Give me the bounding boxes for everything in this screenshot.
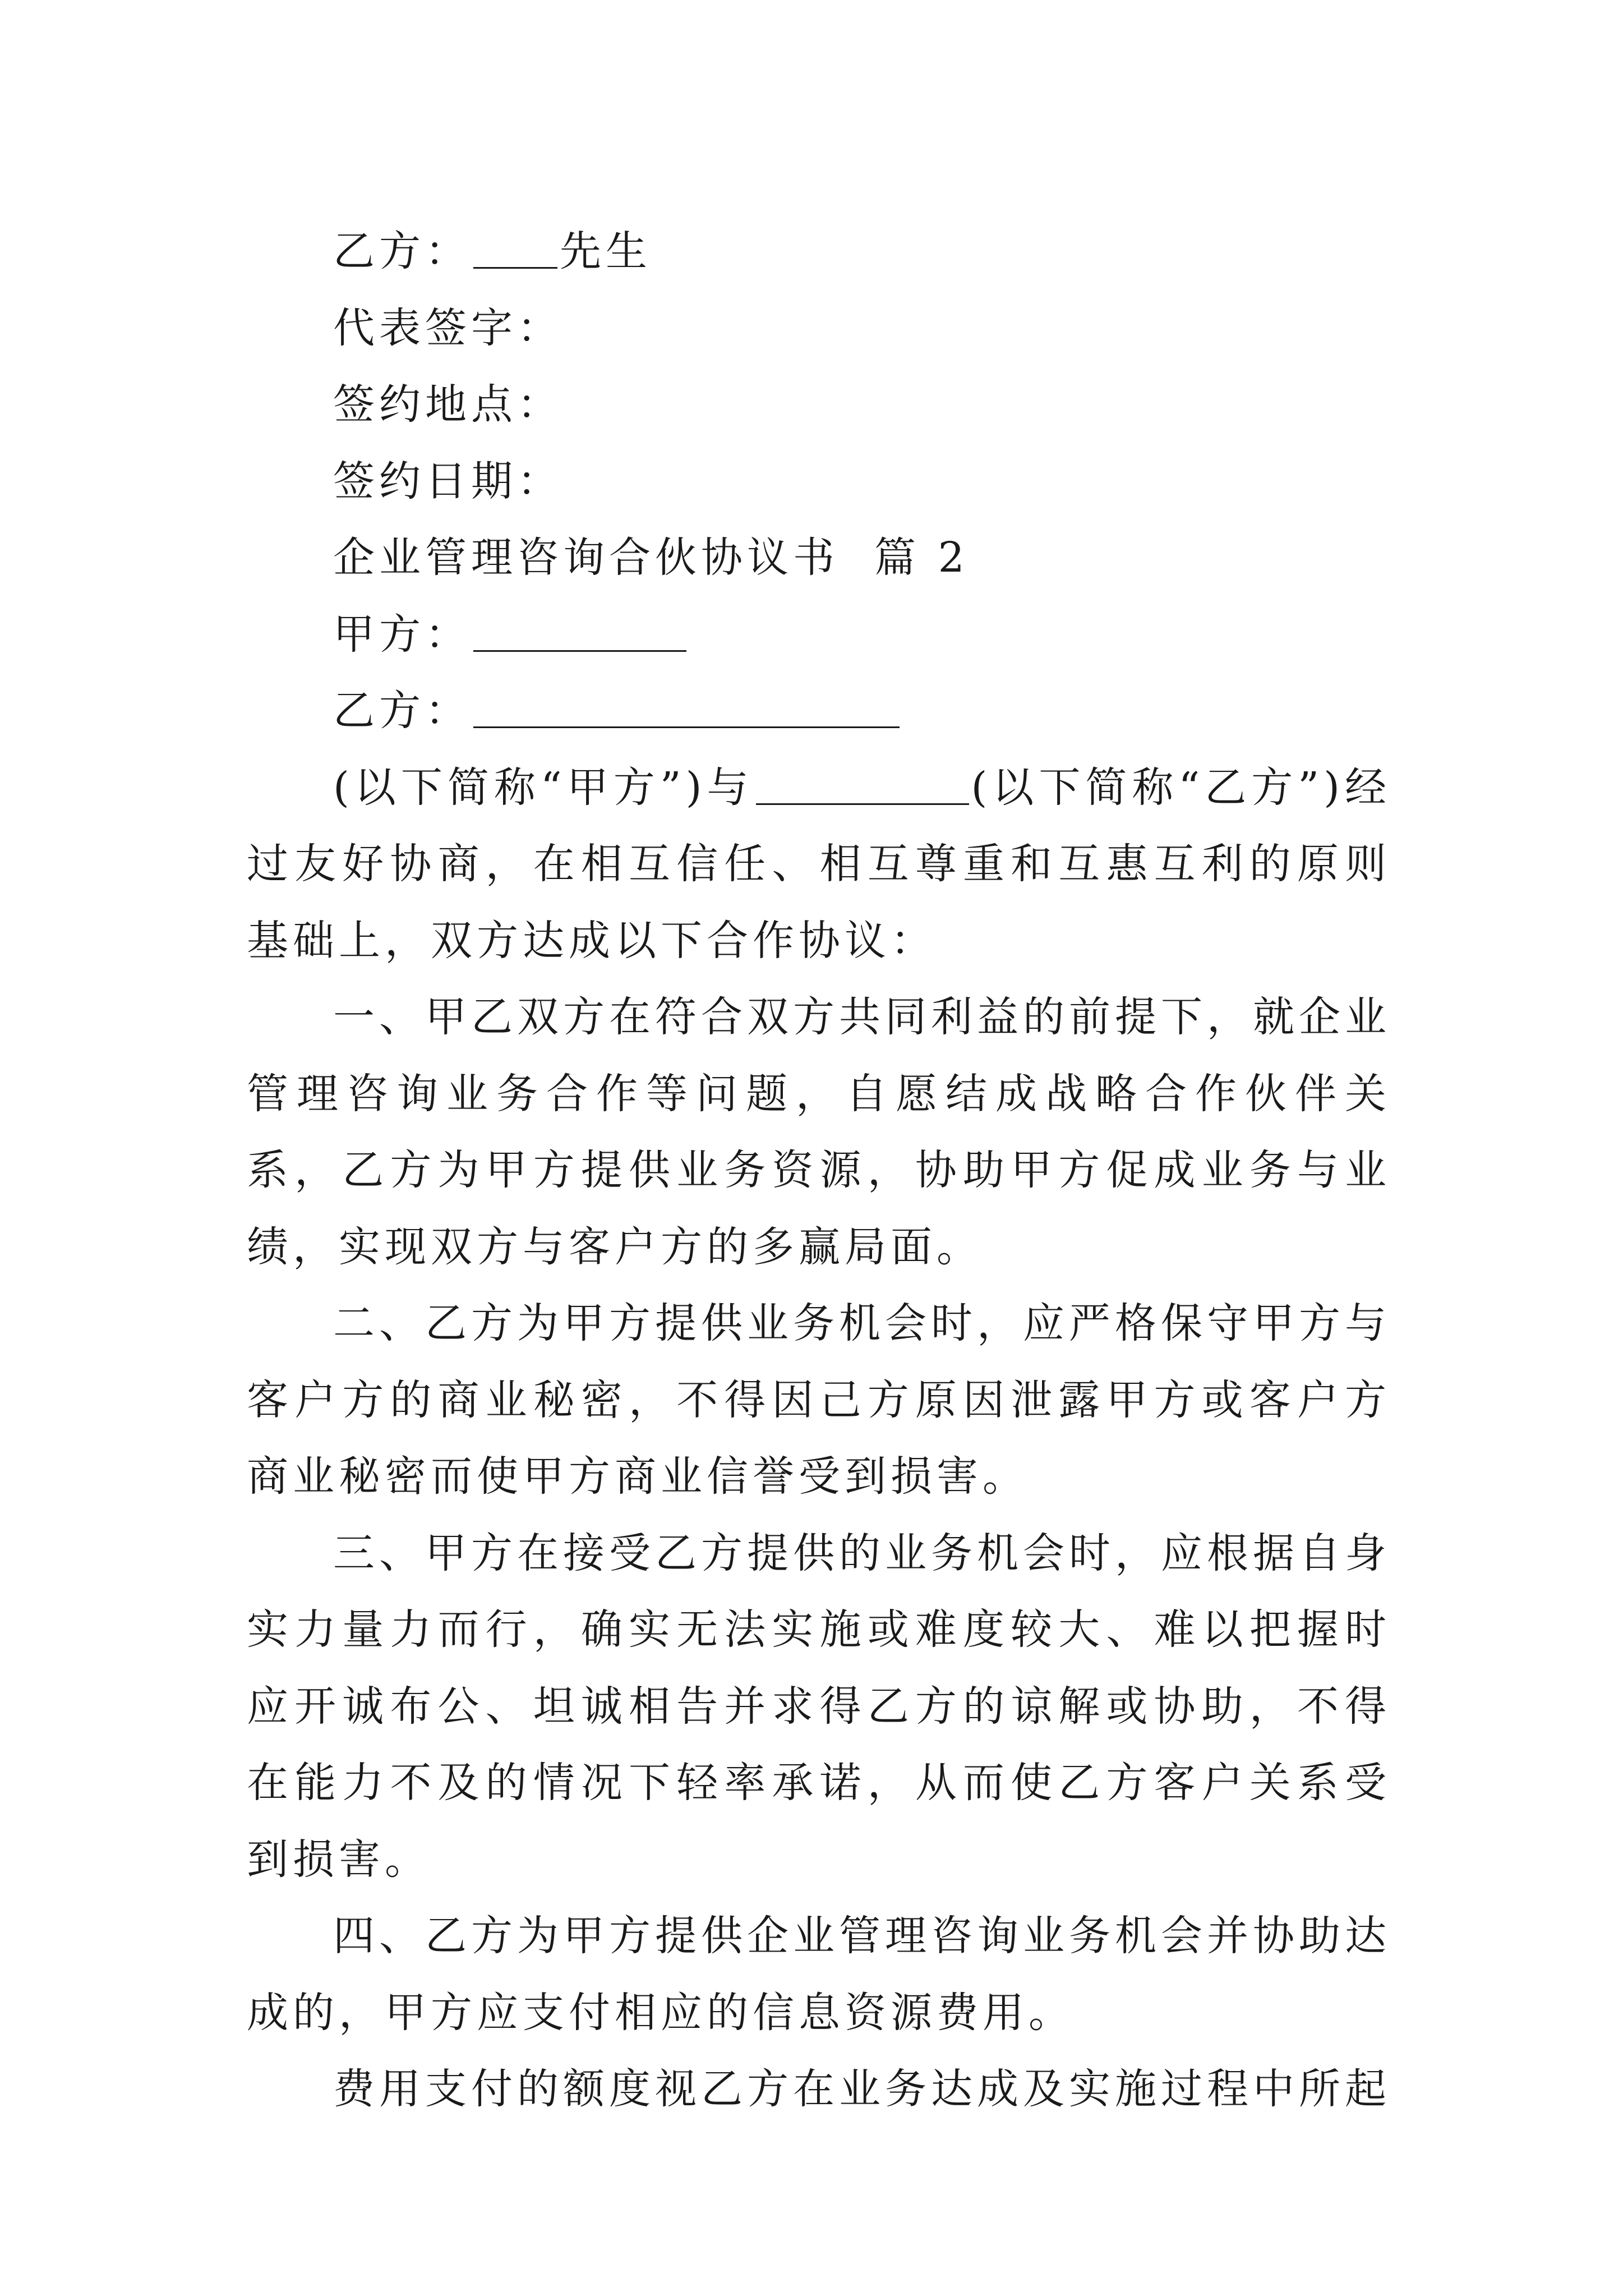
clause-5-fee: 费用支付的额度视乙方在业务达成及实施过程中所起: [333, 2065, 1391, 2113]
sign-place-label: 签约地点：: [333, 380, 563, 429]
section-title: [247, 519, 1391, 596]
party-a-blank: [473, 616, 686, 652]
clause-1: 一、甲乙双方在符合双方共同利益的前提下，就企业管理咨询业务合作等问题，自愿结成战略合作伙伴关系，乙方为甲方提供业务资源，协助甲方促成业务与业绩，实现双方与客户方的多赢局面。: [247, 993, 1391, 1271]
sign-date-label: 签约日期：: [333, 457, 563, 505]
party-b-label: 乙方：: [333, 227, 471, 275]
party-b-name-blank: [473, 233, 557, 269]
representative-signature-line: [247, 290, 1391, 367]
signing-place-line: [247, 366, 1391, 443]
intro-part2: (以下简称“乙方”)经过友好协商，在相互信任、相互尊重和互惠互利的原则基础上，双方达成以下合作协议：: [247, 763, 1391, 965]
party-b-blank: [473, 693, 900, 728]
signing-date-line: [247, 443, 1391, 520]
party-b-label-2: 乙方：: [333, 687, 471, 735]
party-a-line: [247, 596, 1391, 673]
party-b-suffix: 先生: [560, 227, 652, 275]
document-body: [247, 213, 1391, 2128]
party-b-signature-line: [247, 213, 1391, 290]
intro-blank: [756, 770, 969, 805]
clause-4: 四、乙方为甲方提供企业管理咨询业务机会并协助达成的，甲方应支付相应的信息资源费用。: [247, 1912, 1391, 2037]
clause-3: 三、甲方在接受乙方提供的业务机会时，应根据自身实力量力而行，确实无法实施或难度较大、难以把握时应开诚布公、坦诚相告并求得乙方的谅解或协助，不得在能力不及的情况下轻率承诺，从而使乙方客户关系受到损害。: [247, 1529, 1391, 1884]
section-title-text: 企业管理咨询合伙协议书 篇 2: [333, 533, 969, 582]
rep-sign-label: 代表签字：: [333, 303, 563, 352]
party-a-label: 甲方：: [333, 610, 471, 659]
party-b-line: [247, 673, 1391, 749]
intro-part1: (以下简称“甲方”)与: [333, 763, 754, 812]
clause-2: 二、乙方为甲方提供业务机会时，应严格保守甲方与客户方的商业秘密，不得因己方原因泄露甲方或客户方商业秘密而使甲方商业信誉受到损害。: [247, 1299, 1391, 1501]
intro-paragraph: [247, 749, 1391, 979]
